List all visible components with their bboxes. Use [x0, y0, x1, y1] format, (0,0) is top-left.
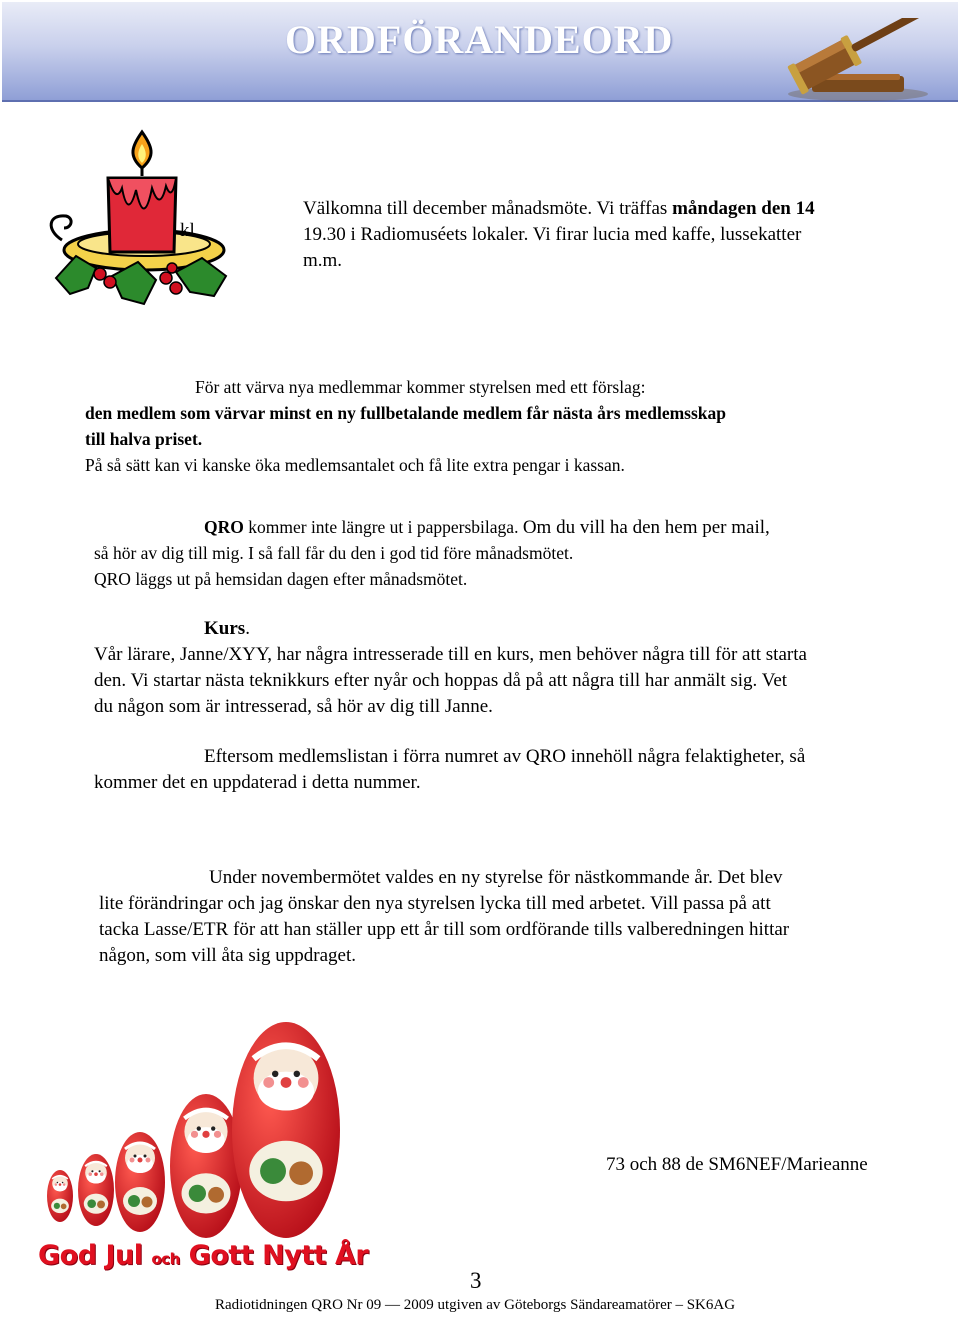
qro-name: QRO — [204, 517, 244, 537]
christmas-greeting — [38, 1240, 368, 1271]
recruit-line-4: På så sätt kan vi kanske öka medlemsantalet och få lite extra pengar i kassan. — [85, 455, 625, 475]
course-heading — [204, 616, 250, 642]
santa-dolls-icon — [40, 1018, 340, 1240]
intro-line-1 — [303, 196, 815, 222]
page-footer: Radiotidningen QRO Nr 09 — 2009 utgiven av Göteborgs Sändareamatörer – SK6AG — [215, 1297, 736, 1313]
greeting-och: och — [151, 1250, 180, 1268]
recruit-line-1: För att värva nya medlemmar kommer styrelsen med ett förslag: — [195, 377, 646, 397]
board-line-3: tacka Lasse/ETR för att han ställer upp ett år till som ordförande tills valberedningen hittar — [99, 919, 790, 940]
course-line-1: Vår lärare, Janne/XYY, har några intresserade till en kurs, men behöver några till för att starta — [94, 644, 807, 665]
candle-icon — [26, 128, 236, 310]
board-line-2: lite förändringar och jag önskar den nya styrelsen lycka till med arbetet. Vill passa på att — [99, 893, 771, 914]
course-text: den. — [94, 670, 131, 691]
qro-text: Om du vill ha den hem per mail, — [522, 517, 770, 538]
memberlist-line-1: Eftersom medlemslistan i förra numret av QRO innehöll några felaktigheter, så — [204, 746, 806, 767]
qro-text: kommer inte längre ut i pappersbilaga. — [243, 517, 523, 537]
recruit-line-2: den medlem som värvar minst en ny fullbetalande medlem får nästa års medlemsskap — [85, 403, 727, 423]
course-line-3: du någon som är intresserad, så hör av dig till Janne. — [94, 696, 493, 717]
page-number: 3 — [470, 1268, 482, 1293]
board-line-4: någon, som vill åta sig uppdraget. — [99, 945, 356, 966]
recruit-line-3: till halva priset. — [85, 429, 203, 449]
qro-text: så hör av dig till mig. — [94, 543, 249, 563]
intro-line-3: m.m. — [303, 250, 343, 271]
qro-text: I så fall får du den i god tid före månadsmötet. — [248, 543, 574, 563]
course-text: Vi startar nästa teknikkurs efter nyår och hoppas då på att några till har anmält sig. — [130, 670, 762, 691]
course-line-2 — [94, 668, 787, 694]
greeting-text: God Jul — [38, 1240, 152, 1271]
candle-label: kl. — [180, 220, 200, 241]
board-line-1: Under novembermötet valdes en ny styrelse för nästkommande år. Det blev — [209, 867, 783, 888]
page-title: ORDFÖRANDEORD — [285, 17, 674, 62]
intro-text: Välkomna till december månadsmöte. Vi träffas — [303, 198, 673, 219]
qro-line-2 — [94, 540, 573, 566]
intro-line-2: 19.30 i Radiomuséets lokaler. Vi firar lucia med kaffe, lussekatter — [303, 224, 802, 245]
qro-line-1 — [204, 514, 770, 541]
course-heading-dot: . — [245, 618, 250, 639]
gavel-icon — [782, 18, 934, 102]
qro-line-3: QRO läggs ut på hemsidan dagen efter månadsmötet. — [94, 569, 468, 589]
course-heading-text: Kurs — [204, 618, 246, 639]
greeting-text: Gott Nytt År — [179, 1240, 369, 1271]
intro-date: måndagen den 14 — [672, 198, 815, 219]
course-text: Vet — [761, 670, 788, 691]
signoff: 73 och 88 de SM6NEF/Marieanne — [606, 1154, 868, 1175]
memberlist-line-2: kommer det en uppdaterad i detta nummer. — [94, 772, 421, 793]
